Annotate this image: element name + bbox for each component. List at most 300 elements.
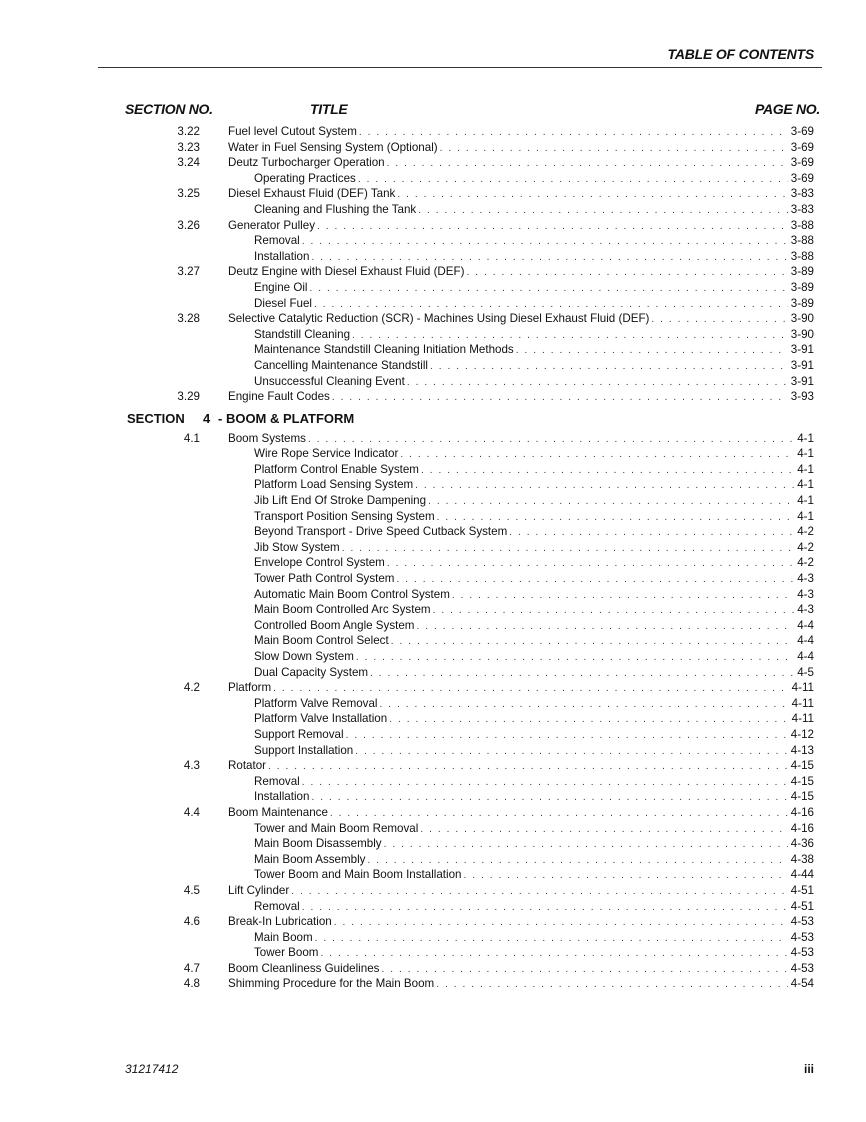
toc-entry-title: Tower Boom and Main Boom Installation <box>254 868 462 882</box>
toc-entry-number: 4.6 <box>183 915 200 929</box>
dot-leader <box>359 125 788 141</box>
toc-entry-line <box>254 342 814 359</box>
toc-entry[interactable] <box>0 477 866 493</box>
toc-entry-page: 3-91 <box>790 343 814 357</box>
dot-leader <box>355 744 788 760</box>
toc-entry-page: 3-88 <box>790 234 814 248</box>
toc-entry-title: Transport Position Sensing System <box>254 509 435 523</box>
toc-entry-title: Maintenance Standstill Cleaning Initiation Methods <box>254 343 514 357</box>
toc-entry-page: 4-2 <box>797 540 814 554</box>
toc-entry-line <box>254 711 814 728</box>
toc-entry-title: Installation <box>254 790 310 804</box>
toc-entry-line <box>254 649 814 666</box>
section-title: - BOOM & PLATFORM <box>218 410 355 426</box>
toc-entry-title: Boom Cleanliness Guidelines <box>228 961 380 975</box>
toc-entry-line <box>254 727 814 744</box>
dot-leader <box>367 853 787 869</box>
toc-entry[interactable] <box>0 665 866 681</box>
toc-entry-title: Main Boom Disassembly <box>254 837 382 851</box>
toc-entry-line <box>228 883 814 900</box>
dot-leader <box>400 447 794 463</box>
toc-entry-page: 4-2 <box>797 525 814 539</box>
toc-entry[interactable] <box>0 961 866 977</box>
toc-entry-title: Boom Maintenance <box>228 805 328 819</box>
dot-leader <box>320 946 787 962</box>
toc-entry-title: Selective Catalytic Reduction (SCR) - Machines Using Diesel Exhaust Fluid (DEF) <box>228 312 650 326</box>
toc-entry[interactable] <box>0 680 866 696</box>
toc-entry-title: Removal <box>254 234 300 248</box>
toc-entry-title: Platform Valve Removal <box>254 696 378 710</box>
dot-leader <box>420 822 787 838</box>
toc-entry-number: 4.3 <box>183 759 200 773</box>
toc-entry-page: 4-53 <box>790 930 814 944</box>
toc-entry-title: Deutz Engine with Diesel Exhaust Fluid (DEF) <box>228 265 465 279</box>
toc-entry-line <box>254 930 814 947</box>
toc-entry[interactable] <box>0 540 866 556</box>
toc-entry-title: Shimming Procedure for the Main Boom <box>228 977 435 991</box>
toc-entry[interactable] <box>0 155 866 171</box>
toc-entry-title: Engine Fault Codes <box>228 390 330 404</box>
toc-entry-page: 4-15 <box>790 759 814 773</box>
toc-group-section-4 <box>0 431 866 992</box>
toc-entry[interactable] <box>0 202 866 218</box>
toc-entry[interactable] <box>0 311 866 327</box>
dot-leader <box>464 868 788 884</box>
dot-leader <box>397 187 787 203</box>
toc-entry-page: 4-4 <box>797 618 814 632</box>
dot-leader <box>370 666 794 682</box>
page-header-title: TABLE OF CONTENTS <box>667 46 814 62</box>
toc-entry[interactable] <box>0 233 866 249</box>
dot-leader <box>317 219 788 235</box>
toc-entry-line <box>254 774 814 791</box>
dot-leader <box>273 681 788 697</box>
toc-entry[interactable] <box>0 930 866 946</box>
toc-entry-title: Removal <box>254 774 300 788</box>
document-number: 31217412 <box>125 1062 179 1076</box>
toc-entry-line <box>254 696 814 713</box>
toc-entry[interactable] <box>0 789 866 805</box>
toc-entry-line <box>254 524 814 541</box>
toc-entry-page: 4-36 <box>790 837 814 851</box>
toc-entry[interactable] <box>0 462 866 478</box>
toc-entry-number: 3.24 <box>177 156 200 170</box>
toc-entry-page: 4-4 <box>797 634 814 648</box>
toc-entry[interactable] <box>0 571 866 587</box>
toc-entry-title: Engine Oil <box>254 280 308 294</box>
toc-entry-line <box>254 618 814 635</box>
toc-entry-page: 4-54 <box>790 977 814 991</box>
dot-leader <box>452 588 794 604</box>
toc-entry[interactable] <box>0 249 866 265</box>
dot-leader <box>332 390 788 406</box>
toc-entry-page: 3-88 <box>790 249 814 263</box>
toc-entry-page: 4-1 <box>797 462 814 476</box>
toc-entry-line <box>228 431 814 448</box>
toc-entry-line <box>254 202 814 219</box>
toc-entry-page: 4-51 <box>790 883 814 897</box>
toc-entry-line <box>254 602 814 619</box>
toc-entry-title: Jib Stow System <box>254 540 340 554</box>
header-rule <box>98 67 822 68</box>
toc-entry[interactable] <box>0 696 866 712</box>
toc-entry-line <box>254 571 814 588</box>
toc-entry-line <box>254 171 814 188</box>
toc-entry-title: Cancelling Maintenance Standstill <box>254 358 429 372</box>
dot-leader <box>314 297 788 313</box>
toc-entry-title: Support Removal <box>254 727 344 741</box>
toc-entry-title: Removal <box>254 899 300 913</box>
toc-entry-title: Break-In Lubrication <box>228 915 332 929</box>
toc-entry-title: Diesel Exhaust Fluid (DEF) Tank <box>228 187 396 201</box>
toc-entry-line <box>254 327 814 344</box>
toc-entry[interactable] <box>0 124 866 140</box>
toc-entry-page: 4-1 <box>797 509 814 523</box>
toc-entry-page: 4-11 <box>791 712 814 726</box>
dot-leader <box>268 759 788 775</box>
toc-entry-page: 3-88 <box>790 218 814 232</box>
toc-entry-line <box>254 867 814 884</box>
toc-entry[interactable] <box>0 852 866 868</box>
toc-entry[interactable] <box>0 493 866 509</box>
dot-leader <box>387 556 794 572</box>
toc-entry-page: 3-83 <box>790 202 814 216</box>
toc-entry-page: 4-5 <box>797 665 814 679</box>
dot-leader <box>352 328 788 344</box>
toc-entry[interactable] <box>0 649 866 665</box>
toc-entry[interactable] <box>0 327 866 343</box>
toc-entry-line <box>228 124 814 141</box>
toc-entry-line <box>228 976 814 993</box>
section-number: 4 <box>203 410 211 426</box>
toc-entry[interactable] <box>0 602 866 618</box>
toc-entry-line <box>254 665 814 682</box>
toc-entry-line <box>254 899 814 916</box>
toc-entry-number: 3.28 <box>177 312 200 326</box>
toc-entry[interactable] <box>0 587 866 603</box>
toc-entry-line <box>228 758 814 775</box>
toc-entry-title: Installation <box>254 249 310 263</box>
dot-leader <box>440 141 788 157</box>
toc-entry-number: 4.1 <box>183 431 200 445</box>
page-number: iii <box>803 1062 814 1076</box>
toc-entry-page: 3-90 <box>790 312 814 326</box>
toc-entry[interactable] <box>0 218 866 234</box>
toc-entry-line <box>228 914 814 931</box>
toc-entry-number: 4.7 <box>183 961 200 975</box>
toc-entry-title: Main Boom <box>254 930 313 944</box>
dot-leader <box>381 962 787 978</box>
section-label: SECTION <box>127 410 185 426</box>
toc-list <box>0 124 866 992</box>
toc-entry-page: 3-91 <box>790 374 814 388</box>
section-4-heading[interactable] <box>0 407 866 431</box>
dot-leader <box>396 572 794 588</box>
dot-leader <box>356 650 794 666</box>
toc-entry-title: Platform Load Sensing System <box>254 478 414 492</box>
toc-entry-page: 4-16 <box>790 805 814 819</box>
toc-entry-line <box>228 155 814 172</box>
toc-entry[interactable] <box>0 186 866 202</box>
dot-leader <box>389 712 788 728</box>
toc-entry[interactable] <box>0 524 866 540</box>
toc-entry-title: Water in Fuel Sensing System (Optional) <box>228 140 438 154</box>
toc-entry-line <box>254 249 814 266</box>
dot-leader <box>302 775 788 791</box>
toc-entry-page: 4-1 <box>797 478 814 492</box>
toc-entry-title: Main Boom Control Select <box>254 634 389 648</box>
toc-entry-page: 4-16 <box>790 821 814 835</box>
toc-entry-line <box>254 789 814 806</box>
toc-entry-page: 4-3 <box>797 587 814 601</box>
toc-entry-page: 4-38 <box>790 852 814 866</box>
toc-entry-line <box>254 462 814 479</box>
toc-entry-title: Beyond Transport - Drive Speed Cutback System <box>254 525 508 539</box>
section-no-heading: SECTION NO. <box>125 101 213 117</box>
toc-entry-line <box>254 587 814 604</box>
toc-entry-line <box>254 852 814 869</box>
toc-entry-line <box>254 540 814 557</box>
toc-entry-line <box>254 743 814 760</box>
toc-entry[interactable] <box>0 431 866 447</box>
toc-entry-line <box>254 374 814 391</box>
toc-entry-page: 4-12 <box>790 727 814 741</box>
toc-entry-title: Tower Path Control System <box>254 572 395 586</box>
toc-entry-page: 3-89 <box>790 296 814 310</box>
toc-entry[interactable] <box>0 945 866 961</box>
dot-leader <box>430 359 788 375</box>
toc-entry-line <box>254 633 814 650</box>
toc-entry-line <box>228 389 814 406</box>
dot-leader <box>391 634 795 650</box>
dot-leader <box>308 432 794 448</box>
toc-entry[interactable] <box>0 633 866 649</box>
toc-entry[interactable] <box>0 774 866 790</box>
toc-entry-title: Cleaning and Flushing the Tank <box>254 202 417 216</box>
toc-entry-line <box>228 311 814 328</box>
toc-entry-line <box>254 836 814 853</box>
toc-entry-line <box>254 493 814 510</box>
toc-entry-number: 4.8 <box>183 977 200 991</box>
toc-entry-page: 3-69 <box>790 171 814 185</box>
dot-leader <box>358 172 788 188</box>
title-heading: TITLE <box>310 101 348 117</box>
toc-entry-page: 4-53 <box>790 946 814 960</box>
toc-entry-number: 3.29 <box>177 390 200 404</box>
dot-leader <box>330 806 788 822</box>
dot-leader <box>407 375 788 391</box>
toc-entry[interactable] <box>0 618 866 634</box>
toc-entry-page: 4-4 <box>797 650 814 663</box>
dot-leader <box>380 697 789 713</box>
toc-entry[interactable] <box>0 509 866 525</box>
toc-entry-line <box>254 446 814 463</box>
toc-entry-line <box>254 280 814 297</box>
toc-entry-title: Main Boom Controlled Arc System <box>254 603 431 617</box>
column-headings <box>0 101 866 119</box>
toc-entry[interactable] <box>0 805 866 821</box>
dot-leader <box>334 915 788 931</box>
toc-entry[interactable] <box>0 374 866 390</box>
toc-entry[interactable] <box>0 758 866 774</box>
dot-leader <box>302 900 788 916</box>
toc-entry-line <box>254 555 814 572</box>
dot-leader <box>310 281 788 297</box>
toc-entry-page: 4-15 <box>790 790 814 804</box>
toc-entry-page: 4-53 <box>790 961 814 975</box>
toc-entry-page: 3-90 <box>790 327 814 341</box>
toc-entry-page: 3-89 <box>790 280 814 294</box>
toc-entry[interactable] <box>0 743 866 759</box>
toc-entry-number: 3.23 <box>177 140 200 154</box>
toc-entry-line <box>228 218 814 235</box>
toc-entry-number: 3.26 <box>177 218 200 232</box>
toc-entry-line <box>254 509 814 526</box>
toc-entry-title: Tower and Main Boom Removal <box>254 821 419 835</box>
toc-entry-line <box>254 358 814 375</box>
toc-entry-page: 3-69 <box>790 140 814 154</box>
toc-entry[interactable] <box>0 389 866 405</box>
toc-entry[interactable] <box>0 342 866 358</box>
toc-entry-page: 4-53 <box>790 915 814 929</box>
dot-leader <box>346 728 788 744</box>
toc-group-section-3 <box>0 124 866 405</box>
toc-entry-line <box>254 233 814 250</box>
toc-entry-page: 4-1 <box>797 494 814 508</box>
toc-entry-line <box>254 945 814 962</box>
toc-entry-title: Generator Pulley <box>228 218 315 232</box>
dot-leader <box>315 931 788 947</box>
dot-leader <box>421 463 794 479</box>
toc-entry-title: Platform <box>228 681 272 695</box>
dot-leader <box>433 603 795 619</box>
toc-entry-page: 4-44 <box>790 868 814 882</box>
toc-entry-page: 4-11 <box>791 681 814 695</box>
toc-entry-page: 3-83 <box>790 187 814 201</box>
toc-entry-page: 4-15 <box>790 774 814 788</box>
toc-entry[interactable] <box>0 358 866 374</box>
toc-entry-title: Platform Valve Installation <box>254 712 388 726</box>
toc-entry-title: Lift Cylinder <box>228 883 290 897</box>
toc-entry-number: 3.27 <box>177 265 200 279</box>
toc-entry[interactable] <box>0 296 866 312</box>
dot-leader <box>437 510 795 526</box>
toc-entry-line <box>254 821 814 838</box>
toc-entry-page: 3-93 <box>790 390 814 404</box>
toc-entry-number: 4.4 <box>183 805 200 819</box>
toc-entry-number: 3.22 <box>177 125 200 138</box>
toc-entry-line <box>228 961 814 978</box>
toc-entry-line <box>228 140 814 157</box>
dot-leader <box>428 494 794 510</box>
toc-entry[interactable] <box>0 727 866 743</box>
dot-leader <box>436 977 788 993</box>
toc-entry-title: Envelope Control System <box>254 556 385 570</box>
toc-entry-line <box>254 296 814 313</box>
toc-entry-page: 4-3 <box>797 603 814 617</box>
toc-entry-title: Main Boom Assembly <box>254 852 366 866</box>
dot-leader <box>466 265 787 281</box>
toc-entry-title: Boom Systems <box>228 431 306 445</box>
toc-entry-title: Platform Control Enable System <box>254 462 419 476</box>
toc-entry-title: Jib Lift End Of Stroke Dampening <box>254 494 427 508</box>
toc-entry-title: Unsuccessful Cleaning Event <box>254 374 405 388</box>
toc-entry-title: Wire Rope Service Indicator <box>254 447 399 461</box>
toc-entry-title: Deutz Turbocharger Operation <box>228 156 385 170</box>
toc-entry-line <box>228 186 814 203</box>
toc-entry-page: 4-11 <box>791 696 814 710</box>
toc-entry-page: 3-69 <box>790 125 814 138</box>
toc-entry[interactable] <box>0 280 866 296</box>
dot-leader <box>342 541 795 557</box>
dot-leader <box>651 312 787 328</box>
toc-entry[interactable] <box>0 883 866 899</box>
toc-entry[interactable] <box>0 711 866 727</box>
toc-entry-title: Standstill Cleaning <box>254 327 351 341</box>
toc-entry-title: Slow Down System <box>254 650 354 663</box>
toc-entry[interactable] <box>0 821 866 837</box>
toc-entry[interactable] <box>0 446 866 462</box>
toc-entry[interactable] <box>0 171 866 187</box>
dot-leader <box>509 525 794 541</box>
toc-entry-page: 4-13 <box>790 743 814 757</box>
toc-entry[interactable] <box>0 914 866 930</box>
toc-entry-page: 3-69 <box>790 156 814 170</box>
toc-entry-page: 3-89 <box>790 265 814 279</box>
dot-leader <box>311 790 787 806</box>
toc-entry[interactable] <box>0 555 866 571</box>
toc-entry-title: Automatic Main Boom Control System <box>254 587 450 601</box>
toc-entry-title: Fuel level Cutout System <box>228 125 357 138</box>
toc-entry-page: 4-1 <box>797 447 814 461</box>
toc-entry[interactable] <box>0 867 866 883</box>
toc-entry-page: 4-2 <box>797 556 814 570</box>
toc-entry-page: 4-3 <box>797 572 814 586</box>
toc-entry[interactable] <box>0 140 866 156</box>
toc-entry-title: Rotator <box>228 759 267 773</box>
toc-entry-number: 4.5 <box>183 883 200 897</box>
toc-entry-title: Diesel Fuel <box>254 296 312 310</box>
toc-entry-line <box>228 680 814 697</box>
toc-entry-title: Controlled Boom Angle System <box>254 618 415 632</box>
toc-entry-line <box>254 477 814 494</box>
toc-entry-title: Tower Boom <box>254 946 319 960</box>
toc-entry[interactable] <box>0 899 866 915</box>
toc-entry-title: Dual Capacity System <box>254 665 369 679</box>
toc-entry-page: 4-1 <box>797 431 814 445</box>
dot-leader <box>291 884 788 900</box>
dot-leader <box>384 837 788 853</box>
dot-leader <box>415 478 794 494</box>
toc-entry[interactable] <box>0 836 866 852</box>
toc-entry-title: Support Installation <box>254 743 354 757</box>
toc-entry-number: 4.2 <box>183 681 200 695</box>
page-no-heading: PAGE NO. <box>754 101 820 117</box>
toc-entry-title: Operating Practices <box>254 171 356 185</box>
dot-leader <box>416 619 794 635</box>
toc-entry[interactable] <box>0 976 866 992</box>
toc-entry-line <box>228 264 814 281</box>
dot-leader <box>302 234 788 250</box>
toc-entry-page: 4-51 <box>790 899 814 913</box>
toc-entry-number: 3.25 <box>177 187 200 201</box>
toc-entry[interactable] <box>0 264 866 280</box>
dot-leader <box>387 156 788 172</box>
dot-leader <box>311 250 787 266</box>
dot-leader <box>516 343 788 359</box>
dot-leader <box>418 203 788 219</box>
toc-entry-page: 3-91 <box>790 358 814 372</box>
